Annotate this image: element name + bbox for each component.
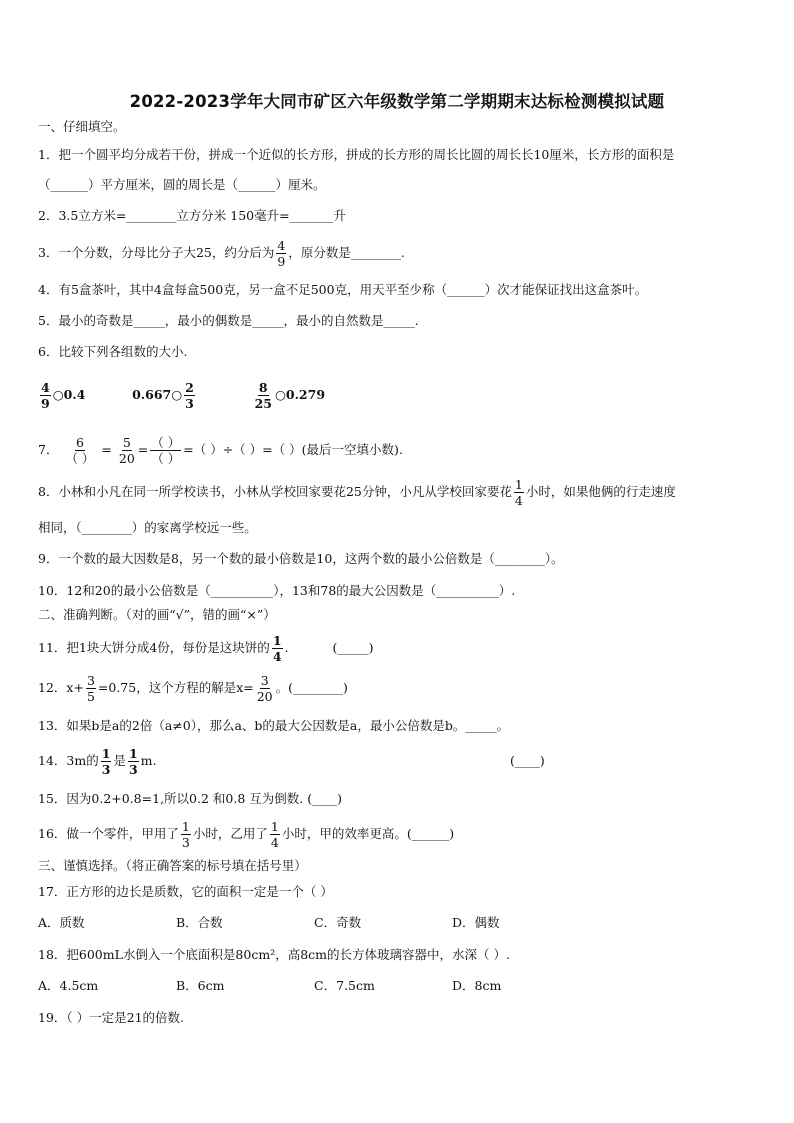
question-8-line-2: 相同，（________）的家离学校远一些。 — [38, 520, 257, 535]
option-d: D．偶数 — [452, 915, 500, 930]
fraction-numerator: （ ） — [151, 435, 181, 450]
answer-blank: (____) — [510, 753, 545, 768]
question-16 — [38, 817, 454, 851]
fraction-numerator: 3 — [86, 673, 95, 688]
option-b: B．合数 — [176, 915, 223, 930]
question-7-label: 7． — [38, 442, 59, 457]
fraction-denominator: 9 — [277, 254, 286, 269]
fraction-denominator: 3 — [128, 762, 138, 777]
question-3-text: 3．一个分数，分母比分子大25，约分后为 — [38, 245, 275, 260]
fraction — [254, 380, 273, 411]
question-12-text: 12．x+ — [38, 680, 84, 695]
option-b: B．6cm — [176, 978, 225, 993]
question-16-text-mid: 小时，乙用了 — [192, 826, 268, 841]
fraction-denominator: 25 — [254, 396, 272, 411]
question-19: 19．（ ）一定是21的倍数. — [38, 1010, 185, 1025]
question-8-line-1 — [38, 475, 676, 509]
question-5: 5．最小的奇数是_____，最小的偶数是_____，最小的自然数是_____. — [38, 313, 419, 328]
fraction — [181, 819, 191, 850]
question-12 — [38, 671, 348, 705]
question-3-text-end: ，原分数是________. — [288, 245, 405, 260]
question-7 — [38, 433, 403, 467]
question-11-text: 11．把1块大饼分成4份，每份是这块饼的 — [38, 640, 270, 655]
fraction-denominator: 20 — [118, 451, 135, 466]
question-16-text-end: 小时，甲的效率更高。(______) — [281, 826, 455, 841]
question-4: 4．有5盒茶叶，其中4盒每盒500克，另一盒不足500克，用天平至少称（______）次才能保证找出这盒茶叶。 — [38, 282, 648, 297]
equals-sign: = — [101, 442, 112, 457]
question-6-items — [38, 378, 325, 412]
fraction-denominator: 3 — [101, 762, 111, 777]
option-d: D．8cm — [452, 978, 502, 993]
option-a: A．4.5cm — [38, 978, 99, 993]
fraction-numerator: 3 — [260, 673, 269, 688]
answer-blank: (_____) — [332, 640, 374, 655]
question-7-rest: =（ ）÷（ ）=（ ）(最后一空填小数). — [183, 442, 403, 457]
option-a: A．质数 — [38, 915, 85, 930]
section-1-heading: 一、仔细填空。 — [38, 119, 126, 134]
fraction-numerator: 1 — [128, 746, 138, 761]
question-11 — [38, 631, 373, 665]
fraction-denominator: 20 — [256, 689, 273, 704]
question-14-text-mid: 是 — [113, 753, 126, 768]
compare-item-3: ○0.279 — [274, 387, 326, 402]
option-c: C．7.5cm — [314, 978, 375, 993]
fraction-numerator: 2 — [185, 380, 194, 395]
fraction-denominator: 5 — [86, 689, 95, 704]
question-14-text-end: m. — [140, 753, 157, 768]
fraction-numerator: 4 — [277, 238, 286, 253]
fraction-numerator: 1 — [101, 746, 111, 761]
question-18-options — [38, 977, 590, 995]
question-12-text-end: 。(________) — [275, 680, 348, 695]
question-11-period: . — [284, 640, 289, 655]
fraction-numerator: 6 — [75, 435, 84, 450]
fraction — [118, 435, 136, 466]
fraction — [272, 633, 283, 664]
option-c: C．奇数 — [314, 915, 362, 930]
fraction — [64, 435, 95, 466]
fraction-denominator: 3 — [185, 396, 194, 411]
fraction — [184, 380, 195, 411]
question-6: 6．比较下列各组数的大小. — [38, 344, 188, 359]
fraction-numerator: 4 — [41, 380, 50, 395]
section-2-heading: 二、准确判断。（对的画“√”，错的画“×”） — [38, 607, 276, 622]
question-3 — [38, 236, 405, 270]
question-2: 2．3.5立方米=________立方分米 150毫升=_______升 — [38, 208, 346, 223]
fraction-denominator: 4 — [272, 649, 282, 664]
fraction — [86, 673, 96, 704]
question-17-options — [38, 914, 590, 932]
fraction-denominator: 3 — [181, 835, 190, 850]
question-15: 15．因为0.2+0.8=1,所以0.2 和0.8 互为倒数. (____) — [38, 791, 342, 806]
fraction — [150, 435, 181, 466]
fraction-denominator: （ ） — [65, 451, 95, 466]
fraction-numerator: 1 — [270, 819, 279, 834]
question-18: 18．把600mL水倒入一个底面积是80cm²，高8cm的长方体玻璃容器中，水深（ ）. — [38, 947, 510, 962]
fraction-denominator: 9 — [41, 396, 50, 411]
question-8-text: 8．小林和小凡在同一所学校读书，小林从学校回家要花25分钟，小凡从学校回家要花 — [38, 484, 512, 499]
fraction — [270, 819, 280, 850]
question-1-line-1: 1．把一个圆平均分成若干份，拼成一个近似的长方形，拼成的长方形的周长比圆的周长长10厘米，长方形的面积是 — [38, 147, 675, 162]
fraction-denominator: （ ） — [151, 451, 181, 466]
question-14-text: 14．3m的 — [38, 753, 99, 768]
question-8-text-end: 小时，如果他俩的行走速度 — [525, 484, 676, 499]
fraction-denominator: 4 — [270, 835, 279, 850]
question-9: 9．一个数的最大因数是8，另一个数的最小倍数是10，这两个数的最小公倍数是（________）。 — [38, 551, 564, 566]
fraction-numerator: 1 — [181, 819, 190, 834]
fraction — [514, 477, 524, 508]
question-16-text: 16．做一个零件，甲用了 — [38, 826, 179, 841]
question-12-text-mid: =0.75，这个方程的解是x= — [97, 680, 254, 695]
compare-item-2: 0.667○ — [132, 387, 183, 402]
fraction — [276, 238, 286, 269]
page-title: 2022-2023学年大同市矿区六年级数学第二学期期末达标检测模拟试题 — [129, 92, 665, 111]
question-14 — [38, 744, 156, 778]
equals-sign: = — [137, 442, 149, 457]
fraction-numerator: 5 — [122, 435, 131, 450]
fraction — [101, 746, 112, 777]
question-1-line-2: （______）平方厘米，圆的周长是（______）厘米。 — [38, 177, 326, 192]
section-3-heading: 三、谨慎选择。（将正确答案的标号填在括号里） — [38, 858, 307, 873]
question-10: 10．12和20的最小公倍数是（__________），13和78的最大公因数是（__________）. — [38, 583, 516, 598]
compare-item-1: ○0.4 — [52, 387, 86, 402]
fraction — [40, 380, 51, 411]
fraction-denominator: 4 — [514, 493, 523, 508]
fraction-numerator: 1 — [514, 477, 523, 492]
fraction — [128, 746, 139, 777]
question-13: 13．如果b是a的2倍（a≠0），那么a、b的最大公因数是a，最小公倍数是b。_____。 — [38, 718, 510, 733]
fraction-numerator: 1 — [272, 633, 282, 648]
question-17: 17．正方形的边长是质数，它的面积一定是一个（ ） — [38, 884, 333, 899]
fraction-numerator: 8 — [258, 380, 268, 395]
fraction — [256, 673, 274, 704]
